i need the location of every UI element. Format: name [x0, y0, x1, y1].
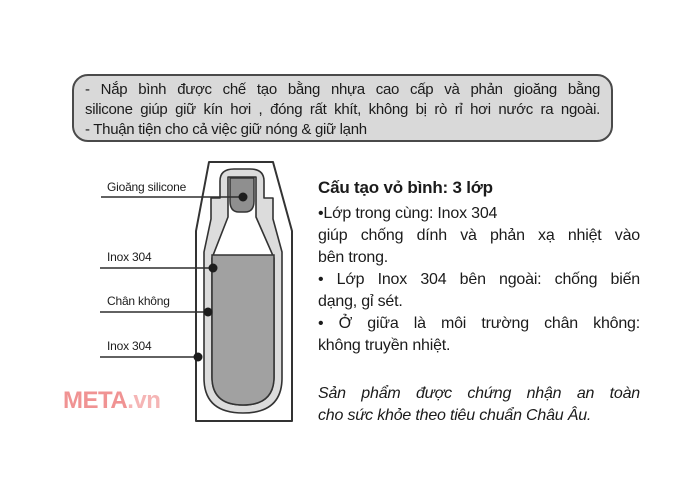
- callout-dot-vacuum: [204, 308, 213, 317]
- callout-dot-gasket: [239, 193, 248, 202]
- structure-line: • Ở giữa là môi trường chân không:: [318, 315, 640, 332]
- structure-line: giúp chống dính và phản xạ nhiệt vào: [318, 227, 640, 244]
- certification-line: Sản phẩm được chứng nhận an toàn: [318, 385, 640, 402]
- structure-line: •Lớp trong cùng: Inox 304: [318, 205, 498, 222]
- watermark-brand: META: [63, 387, 128, 414]
- certification-note: [318, 383, 640, 427]
- diagram-label-vacuum: Chân không: [107, 294, 170, 308]
- structure-line: dạng, gỉ sét.: [318, 293, 403, 310]
- certification-line: cho sức khỏe theo tiêu chuẩn Châu Âu.: [318, 407, 592, 424]
- inner-flask-fill: [212, 255, 274, 405]
- info-box-line: - Thuận tiện cho cả việc giữ nóng & giữ lạnh: [85, 121, 367, 138]
- structure-line: không truyền nhiệt.: [318, 337, 451, 354]
- diagram-label-outer-steel: Inox 304: [107, 339, 152, 353]
- info-box-line: silicone giúp giữ kín hơi , đóng rất khít, không bị rò rỉ hơi nước ra ngoài.: [85, 101, 600, 118]
- watermark-domain: .vn: [127, 387, 161, 414]
- callout-dot-outer-steel: [194, 353, 203, 362]
- callout-dot-inner-steel: [209, 264, 218, 273]
- diagram-label-inner-steel: Inox 304: [107, 250, 152, 264]
- structure-line: • Lớp Inox 304 bên ngoài: chống biến: [318, 271, 640, 288]
- structure-description: [318, 203, 640, 357]
- info-box-line: - Nắp bình được chế tạo bằng nhựa cao cấp và phản gioăng bằng: [85, 81, 600, 98]
- structure-line: bên trong.: [318, 249, 389, 266]
- diagram-label-gasket: Gioăng silicone: [107, 180, 187, 194]
- section-heading: Cấu tạo vỏ bình: 3 lớp: [318, 178, 493, 197]
- meta-vn-watermark: [63, 387, 160, 415]
- info-box: [72, 74, 613, 142]
